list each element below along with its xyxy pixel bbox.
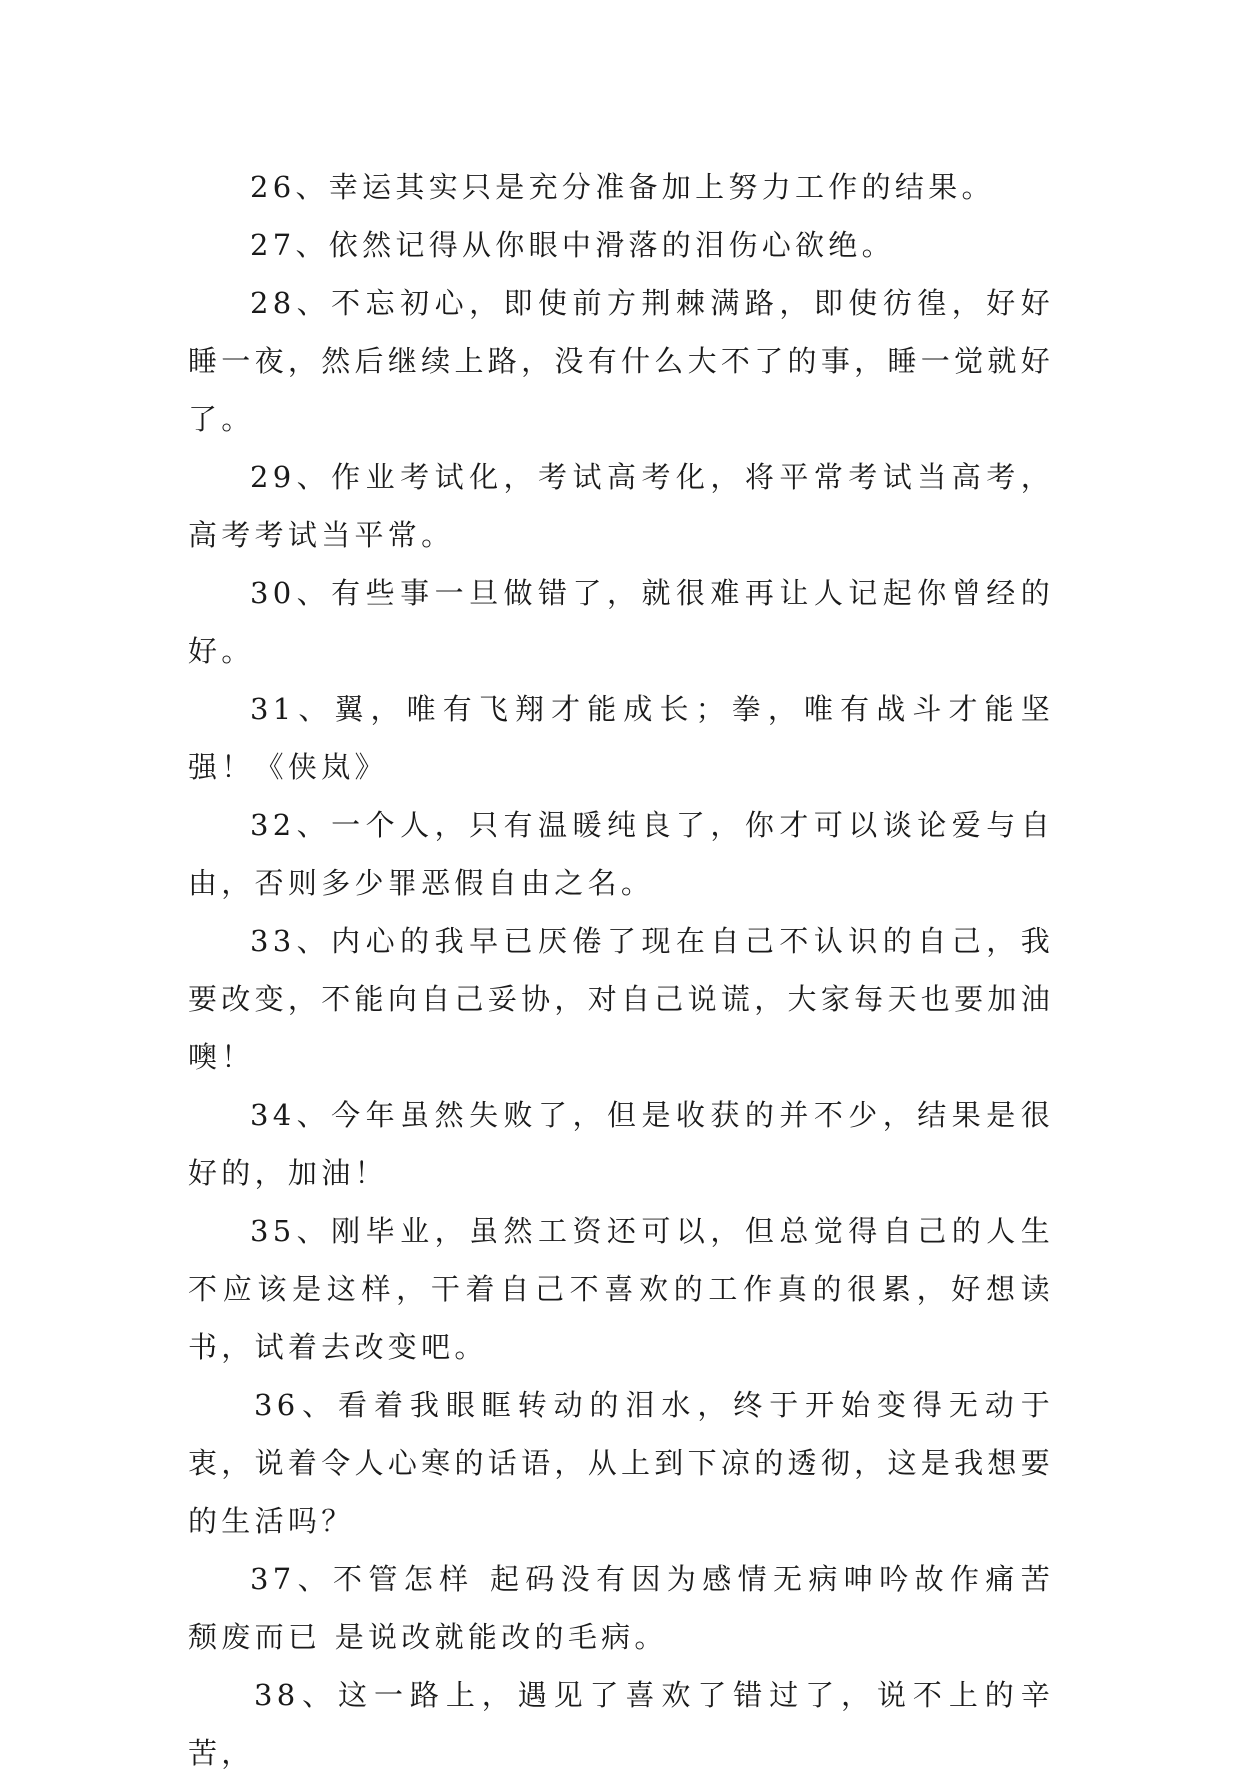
paragraph-28: 28、不忘初心，即使前方荆棘满路，即使彷徨，好好睡一夜，然后继续上路，没有什么大不了的事，睡一觉就好了。	[188, 286, 1054, 436]
paragraph-34: 34、今年虽然失败了，但是收获的并不少，结果是很好的，加油！	[188, 1098, 1054, 1190]
paragraph-36: 36、看着我眼眶转动的泪水，终于开始变得无动于衷，说着令人心寒的话语，从上到下凉的透彻，这是我想要的生活吗？	[188, 1388, 1054, 1538]
paragraph-35: 35、刚毕业，虽然工资还可以，但总觉得自己的人生不应该是这样，干着自己不喜欢的工作真的很累，好想读书，试着去改变吧。	[188, 1214, 1054, 1364]
paragraph-31: 31、翼，唯有飞翔才能成长；拳，唯有战斗才能坚强！《侠岚》	[188, 692, 1054, 784]
paragraph-27: 27、依然记得从你眼中滑落的泪伤心欲绝。	[250, 228, 895, 262]
paragraph-30: 30、有些事一旦做错了，就很难再让人记起你曾经的好。	[188, 576, 1054, 668]
paragraph-38: 38、这一路上，遇见了喜欢了错过了，说不上的辛苦，	[188, 1678, 1054, 1770]
paragraph-26: 26、幸运其实只是充分准备加上努力工作的结果。	[250, 170, 995, 204]
document-body	[188, 158, 1054, 1782]
paragraph-29: 29、作业考试化，考试高考化，将平常考试当高考，高考考试当平常。	[188, 460, 1054, 552]
paragraph-33: 33、内心的我早已厌倦了现在自己不认识的自己，我要改变，不能向自己妥协，对自己说谎，大家每天也要加油噢！	[188, 924, 1054, 1074]
paragraph-37: 37、不管怎样 起码没有因为感情无病呻吟故作痛苦 颓废而已 是说改就能改的毛病。	[188, 1562, 1054, 1654]
paragraph-32: 32、一个人，只有温暖纯良了，你才可以谈论爱与自由，否则多少罪恶假自由之名。	[188, 808, 1054, 900]
